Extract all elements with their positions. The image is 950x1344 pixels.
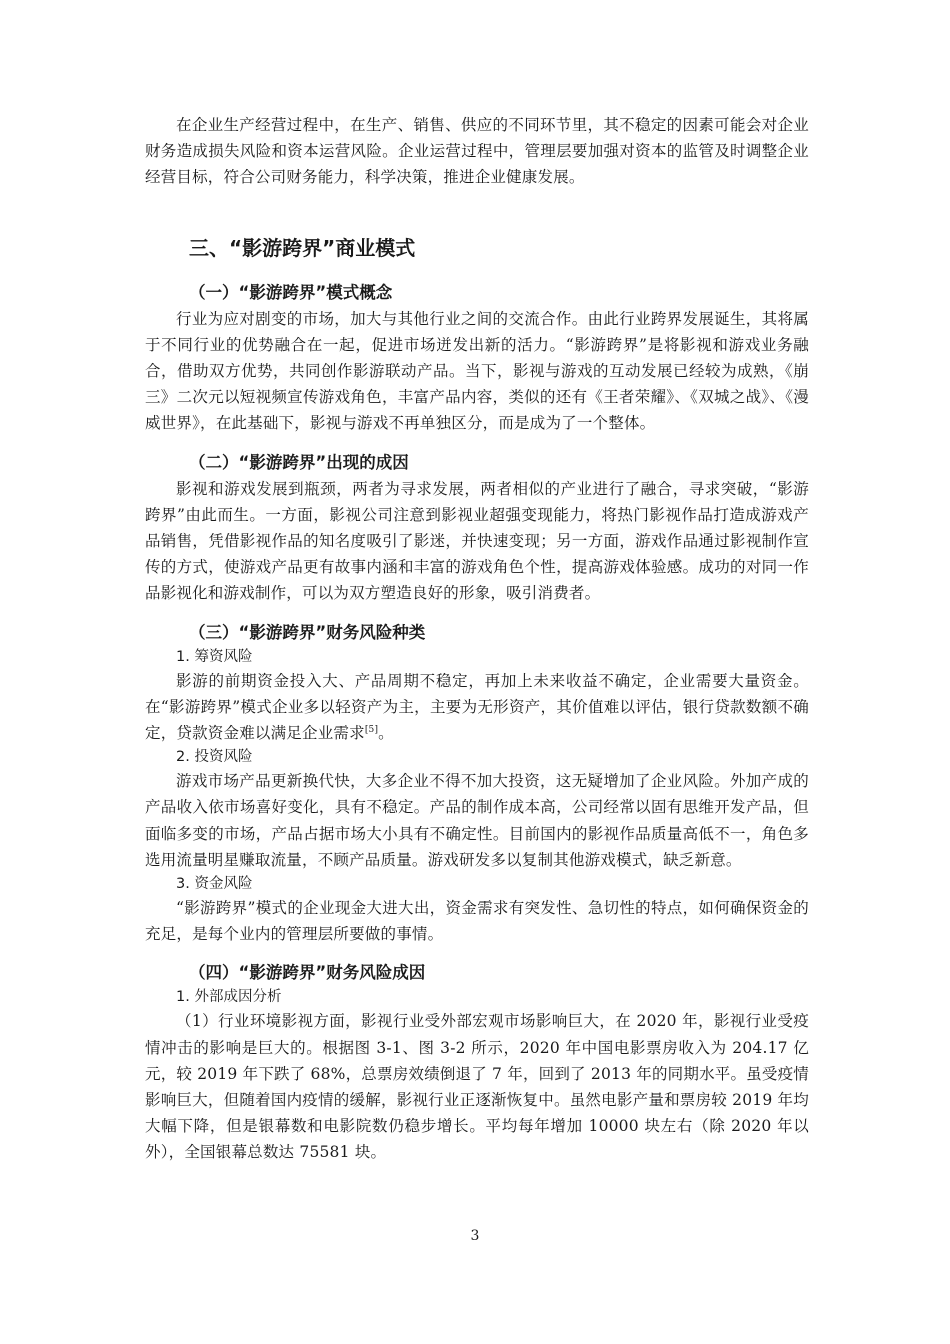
investment-risk-heading: 2. 投资风险 xyxy=(176,749,253,766)
subsection-2-heading: （二）“影游跨界”出现的成因 xyxy=(189,452,409,472)
citation-reference: [5] xyxy=(364,724,379,735)
subsection-3-heading: （三）“影游跨界”财务风险种类 xyxy=(189,622,426,642)
subsection-4-heading: （四）“影游跨界”财务风险成因 xyxy=(189,963,426,983)
subsection-1-paragraph: 行业为应对剧变的市场，加大与其他行业之间的交流合作。由此行业跨界发展诞生，其将属于不同行业的优势融合在一起，促进市场迸发出新的活力。“影游跨界”是将影视和游戏业务融合，借助双方优势，共同创作影游联动产品。当下，影视与游戏的互动发展已经较为成熟，《崩三》二次元以短视频宣传游戏角色，丰富产品内容，类似的还有《王者荣耀》、《双城之战》、《漫威世界》，在此基础下，影视与游戏不再单独区分，而是成为了一个整体。 xyxy=(145,309,809,433)
subsection-2-paragraph: 影视和游戏发展到瓶颈，两者为寻求发展，两者相似的产业进行了融合，寻求突破，“影游跨界”由此而生。一方面，影视公司注意到影视业超强变现能力，将热门影视作品打造成游戏产品销售，凭借影视作品的知名度吸引了影迷，并快速变现；另一方面，游戏作品通过影视制作宣传的方式，使游戏产品更有故事内涵和丰富的游戏角色个性，提高游戏体验感。成功的对同一作品影视化和游戏制作，可以为双方塑造良好的形象，吸引消费者。 xyxy=(145,479,809,603)
investment-risk-paragraph: 游戏市场产品更新换代快，大多企业不得不加大投资，这无疑增加了企业风险。外加产成的产品收入依市场喜好变化，具有不稳定。产品的制作成本高，公司经常以固有思维开发产品，但面临多变的市场，产品占据市场大小具有不确定性。目前国内的影视作品质量高低不一，角色多选用流量明星赚取流量，不顾产品质量。游戏研发多以复制其他游戏模式，缺乏新意。 xyxy=(145,772,809,869)
page-content xyxy=(145,112,809,1166)
capital-risk-heading: 3. 资金风险 xyxy=(176,876,253,893)
capital-risk-paragraph: “影游跨界”模式的企业现金大进大出，资金需求有突发性、急切性的特点，如何确保资金的充足，是每个业内的管理层所要做的事情。 xyxy=(145,899,809,944)
intro-paragraph: 在企业生产经营过程中，在生产、销售、供应的不同环节里，其不稳定的因素可能会对企业财务造成损失风险和资本运营风险。企业运营过程中，管理层要加强对资本的监管及时调整企业经营目标，符合公司财务能力，科学决策，推进企业健康发展。 xyxy=(145,116,809,187)
subsection-1-heading: （一）“影游跨界”模式概念 xyxy=(189,282,393,302)
external-causes-heading: 1. 外部成因分析 xyxy=(176,989,282,1006)
financing-risk-heading: 1. 筹资风险 xyxy=(176,648,253,665)
external-causes-paragraph: （1）行业环境影视方面，影视行业受外部宏观市场影响巨大，在 2020 年，影视行业受疫情冲击的影响是巨大的。根据图 3-1、图 3-2 所示，2020 年中国电影票房收入为 204.17 亿元，较 2019 年下跌了 68%，总票房效绩倒退了 7 年，回到了 2013 年的同期水平。虽受疫情影响巨大，但随着国内疫情的缓解，影视行业正逐渐恢复中。虽然电影产量和票房较 2019 年均大幅下降，但是银幕数和电影院数仍稳步增长。平均每年增加 10000 块左右（除 2020 年以外），全国银幕总数达 75581 块。 xyxy=(145,1012,809,1162)
financing-risk-tail: 。 xyxy=(378,724,394,743)
financing-risk-paragraph xyxy=(145,668,809,747)
financing-risk-text: 影游的前期资金投入大、产品周期不稳定，再加上未来收益不确定，企业需要大量资金。在“影游跨界”模式企业多以轻资产为主，主要为无形资产，其价值难以评估，银行贷款数额不确定，贷款资金难以满足企业需求 xyxy=(145,671,809,743)
section-3-heading: 三、“影游跨界”商业模式 xyxy=(189,235,416,260)
page-number: 3 xyxy=(470,1228,480,1244)
